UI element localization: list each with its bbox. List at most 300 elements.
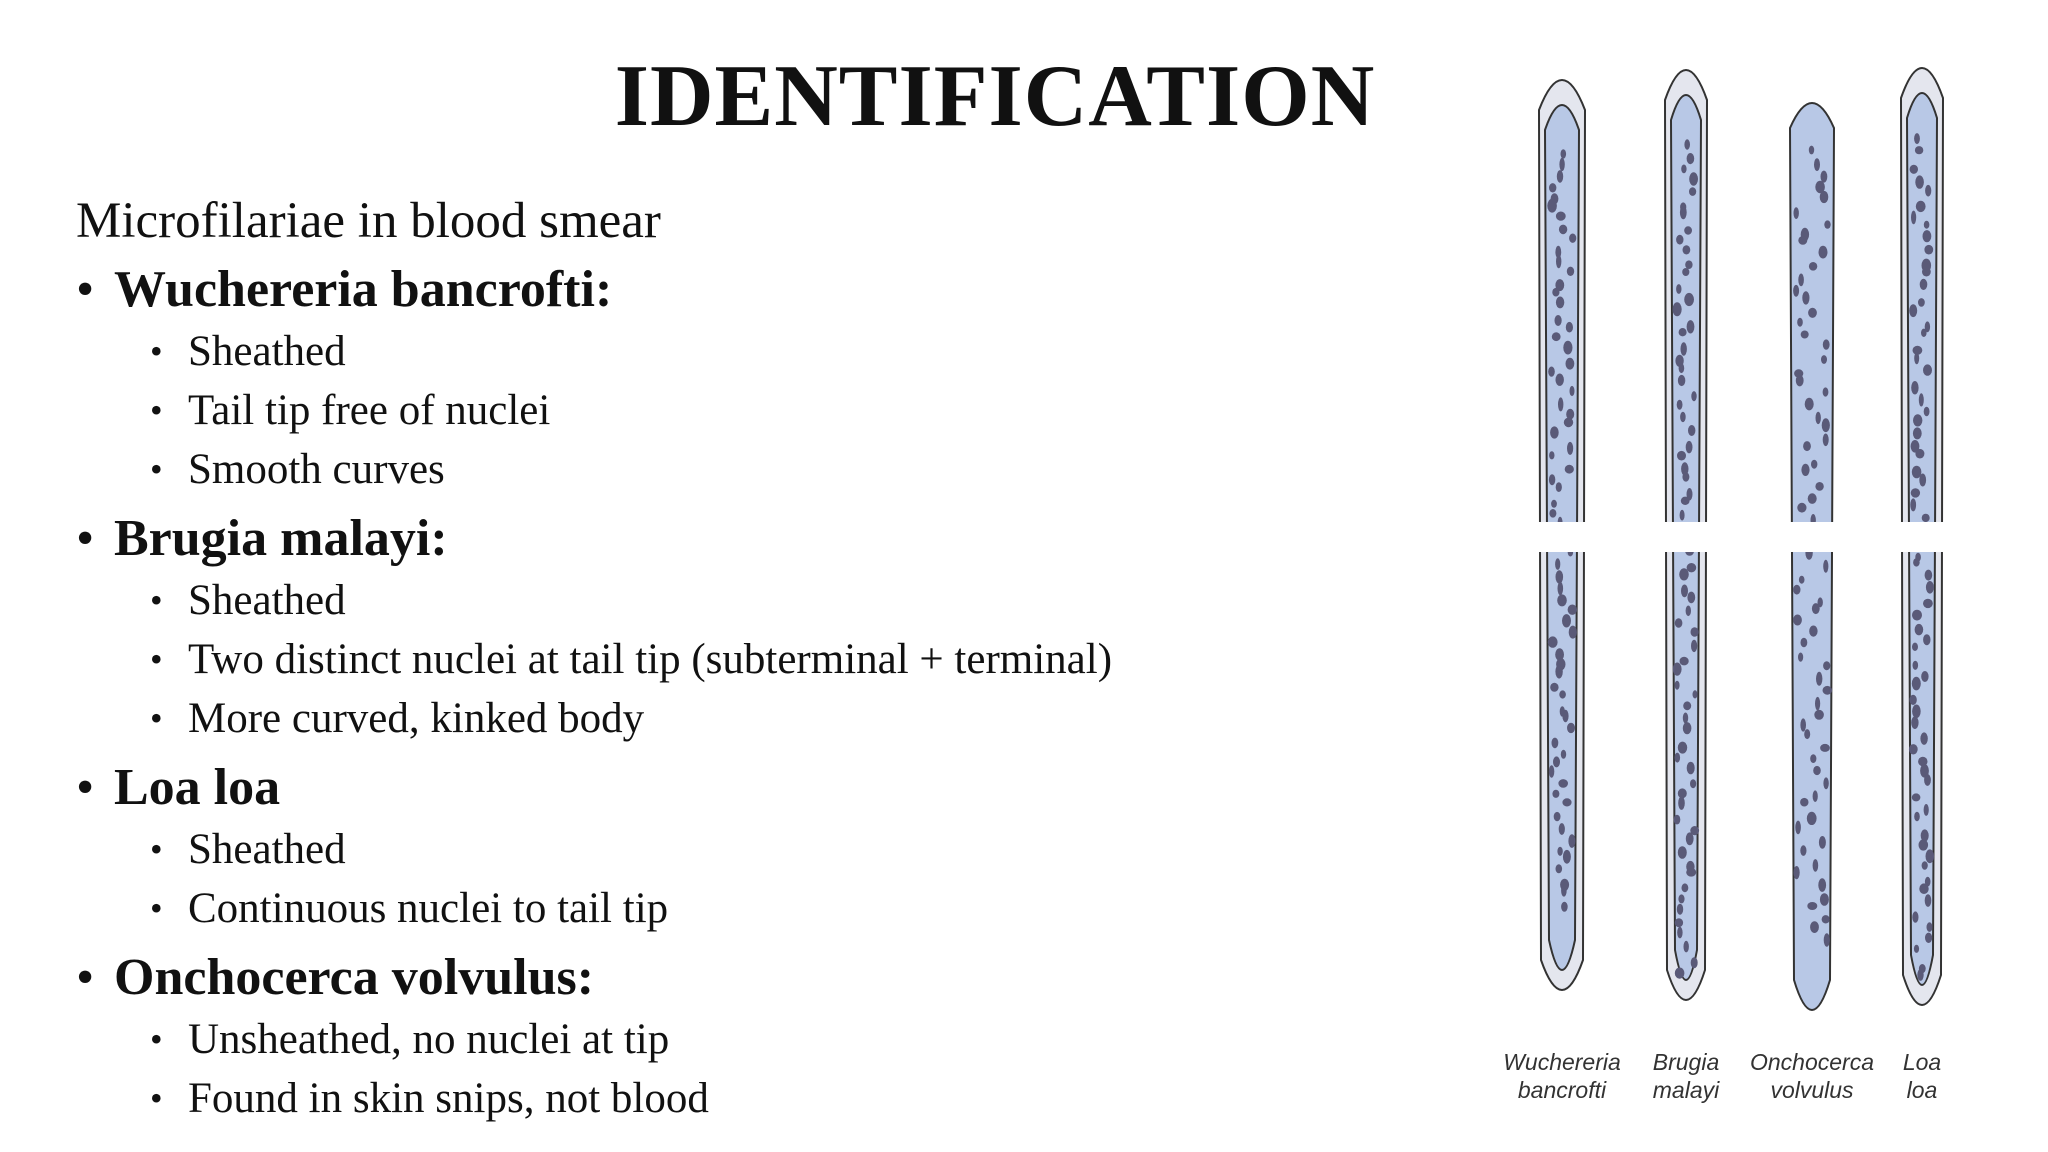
nucleus-dot (1683, 713, 1688, 724)
nucleus-dot (1569, 626, 1577, 639)
nucleus-dot (1911, 211, 1916, 225)
nucleus-dot (1911, 488, 1920, 497)
nucleus-dot (1915, 175, 1924, 188)
section-onchocerca (76, 946, 1476, 1128)
nucleus-dot (1915, 624, 1924, 635)
section-brugia (76, 507, 1476, 748)
nucleus-dot (1559, 690, 1566, 698)
nucleus-dot (1683, 722, 1692, 734)
nucleus-dot (1803, 441, 1811, 451)
nucleus-dot (1815, 697, 1820, 710)
nucleus-dot (1819, 246, 1828, 259)
nucleus-dot (1681, 342, 1687, 356)
nucleus-dot (1914, 812, 1920, 822)
nucleus-dot (1911, 716, 1918, 729)
item-text: Found in skin snips, not blood (188, 1075, 709, 1122)
nucleus-dot (1800, 718, 1806, 731)
list-item (150, 630, 1476, 689)
nucleus-dot (1684, 293, 1694, 306)
nucleus-dot (1552, 332, 1561, 341)
nucleus-dot (1556, 212, 1566, 221)
nucleus-dot (1549, 765, 1554, 777)
nucleus-dot (1913, 414, 1922, 426)
nucleus-dot (1820, 744, 1830, 752)
list-item (150, 440, 1476, 499)
microfilariae-figure (1480, 40, 2040, 1120)
nucleus-dot (1675, 753, 1681, 763)
nucleus-dot (1686, 441, 1693, 453)
nucleus-dot (1808, 493, 1817, 504)
nucleus-dot (1559, 823, 1565, 835)
nucleus-dot (1798, 274, 1804, 287)
nucleus-dot (1691, 391, 1696, 401)
nucleus-dot (1691, 640, 1697, 652)
nucleus-dot (1810, 921, 1819, 933)
nucleus-dot (1691, 627, 1699, 636)
nucleus-dot (1910, 165, 1918, 174)
bullet-icon: • (150, 580, 163, 620)
item-text: Sheathed (188, 577, 346, 624)
nucleus-dot (1807, 812, 1817, 825)
nucleus-dot (1808, 308, 1817, 318)
nucleus-dot (1909, 304, 1917, 317)
list-item (150, 879, 1476, 938)
nucleus-dot (1549, 183, 1556, 192)
nucleus-dot (1561, 750, 1566, 759)
nucleus-dot (1681, 497, 1690, 505)
nucleus-dot (1820, 191, 1829, 203)
nucleus-dot (1793, 285, 1799, 297)
nucleus-dot (1823, 560, 1828, 573)
nucleus-dot (1912, 793, 1921, 801)
bullet-icon: • (76, 759, 95, 816)
nucleus-dot (1549, 509, 1556, 518)
nucleus-dot (1693, 690, 1698, 698)
bullet-icon: • (76, 261, 95, 318)
nucleus-dot (1927, 922, 1933, 932)
nucleus-dot (1559, 225, 1567, 235)
bullet-icon: • (76, 949, 95, 1006)
section-heading (76, 946, 1476, 1010)
nucleus-dot (1824, 933, 1830, 946)
nucleus-dot (1556, 297, 1564, 309)
label-onchocerca-line2: volvulus (1770, 1077, 1854, 1103)
nucleus-dot (1678, 846, 1687, 859)
nucleus-dot (1810, 754, 1816, 763)
nucleus-dot (1558, 397, 1563, 411)
nucleus-dot (1680, 412, 1686, 422)
nucleus-dot (1804, 729, 1810, 739)
nucleus-dot (1912, 705, 1921, 719)
nucleus-dot (1923, 599, 1933, 608)
nucleus-dot (1680, 206, 1687, 220)
intro-text: Microfilariae in blood smear (76, 193, 661, 249)
nucleus-dot (1925, 570, 1933, 581)
nucleus-dot (1822, 418, 1830, 432)
nucleus-dot (1916, 201, 1926, 212)
nucleus-dot (1557, 170, 1563, 183)
nucleus-dot (1923, 364, 1932, 375)
nucleus-dot (1687, 762, 1695, 775)
nucleus-dot (1917, 969, 1923, 981)
nucleus-dot (1549, 451, 1554, 459)
nucleus-dot (1809, 626, 1817, 637)
nucleus-dot (1675, 618, 1683, 627)
nucleus-dot (1813, 859, 1819, 872)
nucleus-dot (1555, 315, 1562, 326)
nucleus-dot (1678, 375, 1685, 386)
nucleus-dot (1794, 207, 1799, 219)
nucleus-dot (1814, 710, 1824, 720)
nucleus-dot (1686, 606, 1691, 617)
figure-labels (1503, 1049, 1941, 1103)
nucleus-dot (1919, 883, 1928, 894)
nucleus-dot (1557, 594, 1567, 606)
nucleus-dot (1677, 400, 1683, 410)
nucleus-dot (1924, 774, 1931, 786)
bullet-icon: • (150, 639, 163, 679)
nucleus-dot (1558, 779, 1568, 788)
nucleus-dot (1566, 358, 1575, 370)
nucleus-dot (1925, 185, 1931, 197)
nucleus-dot (1556, 255, 1561, 269)
label-loa-line2: loa (1906, 1077, 1938, 1103)
microfilariae-illustration (1480, 40, 2040, 1120)
section-heading (76, 756, 1476, 820)
nucleus-dot (1920, 279, 1928, 290)
nucleus-dot (1923, 634, 1930, 645)
nucleus-dot (1914, 945, 1919, 953)
nucleus-dot (1565, 465, 1574, 474)
nucleus-dot (1561, 149, 1567, 158)
nucleus-dot (1919, 839, 1929, 850)
nucleus-dot (1921, 671, 1928, 682)
nucleus-dot (1570, 386, 1575, 396)
nucleus-dot (1553, 756, 1560, 767)
nucleus-dot (1682, 268, 1689, 276)
nucleus-dot (1793, 585, 1800, 595)
nucleus-dot (1801, 331, 1809, 339)
label-wuchereria-line1: Wuchereria (1503, 1049, 1621, 1075)
nucleus-dot (1921, 329, 1927, 337)
break-gap (1480, 522, 2040, 552)
worm-onchocerca (1790, 103, 1834, 1010)
nucleus-dot (1823, 387, 1829, 396)
nucleus-dot (1797, 503, 1806, 513)
nucleus-dot (1915, 146, 1923, 154)
nucleus-dot (1561, 902, 1568, 912)
nucleus-dot (1816, 672, 1822, 686)
nucleus-dot (1793, 615, 1802, 626)
nucleus-dot (1687, 153, 1695, 164)
nucleus-dot (1800, 845, 1806, 856)
nucleus-dot (1689, 187, 1696, 196)
nucleus-dot (1801, 638, 1808, 648)
nucleus-dot (1912, 677, 1921, 691)
nucleus-dot (1678, 796, 1685, 810)
nucleus-dot (1926, 581, 1934, 594)
nucleus-dot (1914, 352, 1919, 364)
nucleus-dot (1548, 367, 1555, 377)
nucleus-dot (1686, 832, 1694, 845)
nucleus-dot (1823, 434, 1829, 447)
nucleus-dot (1913, 427, 1922, 439)
nucleus-dot (1918, 298, 1925, 307)
nucleus-dot (1555, 665, 1562, 679)
nucleus-dot (1547, 199, 1557, 213)
nucleus-dot (1919, 393, 1924, 406)
nucleus-dot (1823, 777, 1828, 789)
nucleus-dot (1682, 883, 1689, 892)
item-text: More curved, kinked body (188, 695, 645, 742)
sub-list (150, 322, 1476, 499)
nucleus-dot (1813, 790, 1818, 802)
bullet-icon: • (150, 829, 163, 869)
slide-title: IDENTIFICATION (614, 48, 1376, 145)
label-wuchereria-line2: bancrofti (1517, 1077, 1607, 1103)
sub-list (150, 1010, 1476, 1128)
bullet-icon: • (150, 1019, 163, 1059)
nucleus-dot (1801, 464, 1809, 476)
nucleus-dot (1567, 723, 1575, 733)
section-loa-loa (76, 756, 1476, 938)
nucleus-dot (1691, 957, 1698, 968)
nucleus-dot (1675, 918, 1683, 927)
nucleus-dot (1912, 610, 1922, 621)
nucleus-dot (1678, 894, 1684, 903)
nucleus-dot (1556, 374, 1564, 386)
nucleus-dot (1690, 779, 1696, 788)
item-text: Tail tip free of nuclei (188, 387, 551, 434)
list-item (150, 1069, 1476, 1128)
nucleus-dot (1679, 363, 1685, 373)
sub-list (150, 820, 1476, 938)
nucleus-dot (1922, 267, 1931, 276)
nucleus-dot (1567, 267, 1574, 276)
nucleus-dot (1798, 236, 1807, 245)
list-item (150, 1010, 1476, 1069)
section-heading (76, 507, 1476, 571)
item-text: Continuous nuclei to tail tip (188, 885, 669, 932)
nucleus-dot (1677, 451, 1686, 461)
nucleus-dot (1555, 558, 1560, 570)
nucleus-dot (1909, 695, 1916, 705)
nucleus-dot (1910, 498, 1916, 511)
bullet-icon: • (150, 449, 163, 489)
nucleus-dot (1818, 878, 1826, 892)
sub-list (150, 571, 1476, 748)
nucleus-dot (1809, 262, 1817, 271)
heading-text: Onchocerca volvulus: (114, 949, 595, 1006)
nucleus-dot (1549, 474, 1555, 485)
nucleus-dot (1566, 322, 1573, 333)
nucleus-dot (1813, 766, 1821, 775)
nucleus-dot (1556, 482, 1562, 492)
list-item (150, 571, 1476, 630)
nucleus-dot (1569, 234, 1576, 243)
nucleus-dot (1558, 582, 1564, 595)
nucleus-dot (1911, 381, 1918, 394)
bullet-icon: • (150, 698, 163, 738)
nucleus-dot (1564, 418, 1573, 428)
nucleus-dot (1683, 701, 1691, 710)
bullet-icon: • (150, 331, 163, 371)
nucleus-dot (1924, 221, 1930, 229)
nucleus-dot (1823, 661, 1830, 670)
nucleus-dot (1919, 474, 1926, 487)
nucleus-dot (1807, 902, 1817, 910)
nucleus-dot (1795, 821, 1801, 835)
nucleus-dot (1800, 798, 1808, 807)
nucleus-dot (1922, 861, 1928, 870)
nucleus-dot (1687, 592, 1695, 604)
label-brugia-line2: malayi (1652, 1077, 1720, 1103)
nucleus-dot (1912, 911, 1918, 922)
heading-text: Loa loa (114, 759, 281, 816)
label-brugia-line1: Brugia (1652, 1049, 1720, 1075)
heading-text: Brugia malayi: (114, 510, 448, 567)
nucleus-dot (1821, 355, 1827, 364)
nucleus-dot (1687, 320, 1695, 333)
nucleus-dot (1809, 146, 1814, 155)
nucleus-dot (1559, 158, 1564, 171)
nucleus-dot (1567, 442, 1573, 455)
nucleus-dot (1679, 328, 1687, 336)
slide-content (76, 190, 1476, 1136)
nucleus-dot (1924, 804, 1929, 816)
nucleus-dot (1673, 302, 1682, 316)
bullet-icon: • (150, 390, 163, 430)
nucleus-dot (1923, 230, 1932, 242)
nucleus-dot (1674, 815, 1681, 825)
nucleus-dot (1797, 318, 1803, 327)
nucleus-dot (1913, 558, 1920, 566)
nucleus-dot (1682, 472, 1689, 481)
nucleus-dot (1676, 284, 1681, 294)
list-item (150, 820, 1476, 879)
nucleus-dot (1823, 686, 1833, 695)
nucleus-dot (1679, 568, 1689, 580)
nucleus-dot (1812, 603, 1820, 614)
nucleus-dot (1557, 847, 1562, 856)
nucleus-dot (1568, 605, 1577, 615)
nucleus-dot (1920, 732, 1927, 744)
item-text: Sheathed (188, 826, 346, 873)
nucleus-dot (1925, 933, 1932, 943)
list-item (150, 322, 1476, 381)
nucleus-dot (1824, 220, 1830, 228)
nucleus-dot (1550, 683, 1558, 692)
nucleus-dot (1687, 563, 1697, 572)
nucleus-dot (1548, 636, 1558, 647)
nucleus-dot (1798, 653, 1803, 662)
nucleus-dot (1821, 171, 1828, 183)
nucleus-dot (1689, 172, 1698, 186)
item-text: Sheathed (188, 328, 346, 375)
nucleus-dot (1925, 894, 1932, 907)
nucleus-dot (1814, 158, 1820, 171)
nucleus-dot (1915, 449, 1924, 459)
label-loa-line1: Loa (1902, 1049, 1942, 1075)
nucleus-dot (1684, 226, 1692, 234)
nucleus-dot (1562, 614, 1571, 627)
nucleus-dot (1563, 850, 1571, 864)
nucleus-dot (1552, 738, 1559, 749)
nucleus-dot (1799, 576, 1805, 584)
nucleus-dot (1684, 139, 1690, 149)
nucleus-dot (1822, 915, 1830, 923)
nucleus-dot (1815, 482, 1823, 491)
nucleus-dot (1551, 500, 1557, 508)
item-text: Smooth curves (188, 446, 445, 493)
nucleus-dot (1683, 245, 1691, 254)
list-item (150, 381, 1476, 440)
nucleus-dot (1802, 291, 1809, 304)
nucleus-dot (1550, 426, 1559, 438)
nucleus-dot (1684, 941, 1689, 953)
nucleus-dot (1678, 742, 1687, 754)
item-text: Unsheathed, no nuclei at tip (188, 1016, 670, 1063)
bullet-icon: • (150, 1078, 163, 1118)
nucleus-dot (1805, 398, 1814, 411)
nucleus-dot (1811, 460, 1817, 469)
nucleus-dot (1924, 407, 1930, 416)
bullet-icon: • (76, 510, 95, 567)
nucleus-dot (1568, 834, 1575, 848)
item-text: Two distinct nuclei at tail tip (subterminal + terminal) (188, 636, 1113, 683)
nucleus-dot (1688, 425, 1695, 436)
list-item (150, 689, 1476, 748)
nucleus-dot (1677, 904, 1683, 915)
nucleus-dot (1677, 927, 1682, 939)
nucleus-dot (1819, 836, 1826, 849)
nucleus-dot (1561, 884, 1567, 896)
nucleus-dot (1926, 849, 1935, 863)
section-heading (76, 258, 1476, 322)
nucleus-dot (1562, 798, 1571, 806)
nucleus-dot (1680, 510, 1685, 521)
section-wuchereria (76, 258, 1476, 499)
label-onchocerca-line1: Onchocerca (1749, 1049, 1875, 1075)
nucleus-dot (1563, 341, 1572, 355)
nucleus-dot (1820, 893, 1829, 906)
nucleus-dot (1685, 260, 1692, 269)
nucleus-dot (1686, 868, 1696, 877)
nucleus-dot (1924, 245, 1933, 255)
nucleus-dot (1796, 375, 1804, 387)
nucleus-dot (1552, 790, 1559, 798)
nucleus-dot (1909, 744, 1918, 754)
heading-text: Wuchereria bancrofti: (114, 261, 613, 318)
nucleus-dot (1562, 710, 1568, 722)
nucleus-dot (1823, 339, 1830, 349)
nucleus-dot (1676, 235, 1683, 245)
nucleus-dot (1914, 133, 1920, 144)
nucleus-dot (1556, 864, 1563, 873)
nucleus-dot (1680, 657, 1689, 666)
nucleus-dot (1554, 812, 1561, 821)
nucleus-dot (1675, 681, 1680, 690)
nucleus-dot (1681, 585, 1688, 598)
nucleus-dot (1556, 570, 1564, 583)
nucleus-dot (1922, 514, 1930, 522)
nucleus-dot (1673, 663, 1682, 676)
nucleus-dot (1816, 412, 1821, 424)
nucleus-dot (1675, 968, 1685, 979)
nucleus-dot (1681, 165, 1686, 174)
nucleus-dot (1912, 643, 1918, 651)
nucleus-dot (1794, 866, 1800, 879)
